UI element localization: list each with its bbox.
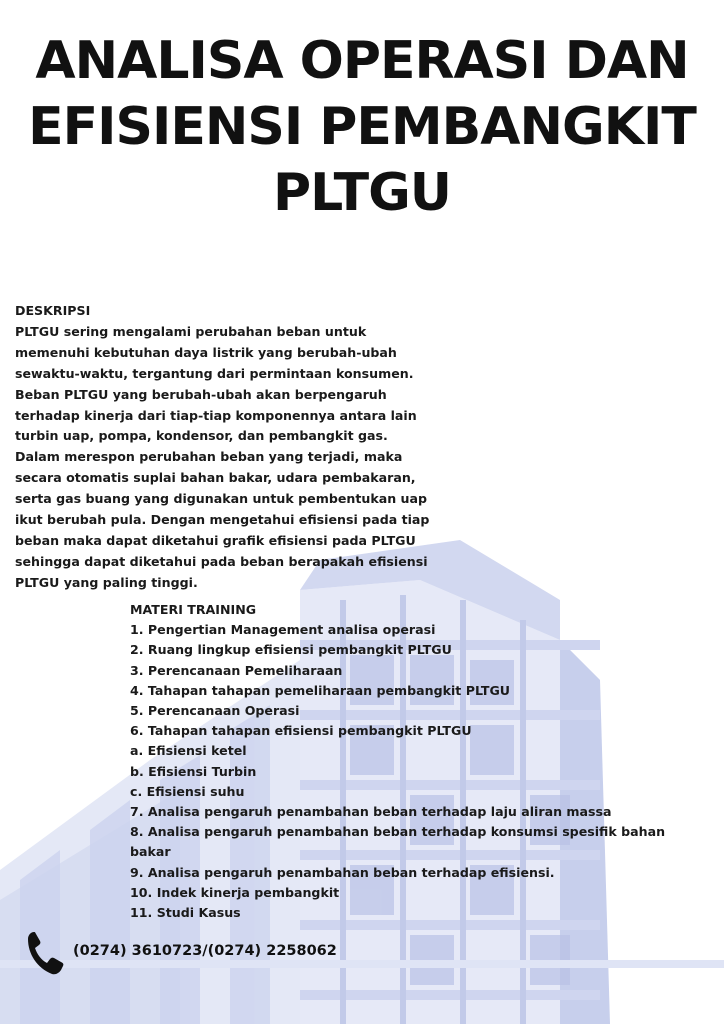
description-line: memenuhi kebutuhan daya listrik yang berubah-ubah (15, 344, 397, 360)
description-line: sewaktu-waktu, tergantung dari permintaan konsumen. (15, 365, 414, 381)
materi-section (130, 600, 720, 923)
materi-heading: MATERI TRAINING (130, 602, 257, 617)
list-item: 3. Perencanaan Pemeliharaan (130, 662, 343, 678)
description-line: terhadap kinerja dari tiap-tiap komponennya antara lain (15, 407, 417, 423)
title-line: EFISIENSI PEMBANGKIT (28, 97, 696, 157)
description-line: turbin uap, pompa, kondensor, dan pembangkit gas. (15, 428, 388, 444)
phone-number[interactable]: (0274) 3610723/(0274) 2258062 (73, 943, 337, 959)
description-line: sehingga dapat diketahui pada beban berapakah efisiensi (15, 553, 428, 569)
list-item: 7. Analisa pengaruh penambahan beban terhadap laju aliran massa (130, 804, 612, 820)
description-line: beban maka dapat diketahui grafik efisiensi pada PLTGU (15, 532, 416, 548)
list-item: 5. Perencanaan Operasi (130, 703, 300, 719)
description-line: Dalam merespon perubahan beban yang terjadi, maka (15, 449, 403, 465)
description-line: ikut berubah pula. Dengan mengetahui efisiensi pada tiap (15, 512, 430, 528)
list-item: 11. Studi Kasus (130, 905, 241, 921)
title-line: ANALISA OPERASI DAN (35, 31, 689, 91)
description-line: Beban PLTGU yang berubah-ubah akan berpengaruh (15, 386, 387, 402)
description-line: secara otomatis suplai bahan bakar, udara pembakaran, (15, 470, 416, 486)
phone-icon (25, 930, 65, 976)
contact-row (25, 930, 425, 976)
list-item: b. Efisiensi Turbin (130, 763, 257, 779)
list-item: 6. Tahapan tahapan efisiensi pembangkit PLTGU (130, 723, 472, 739)
description-line: serta gas buang yang digunakan untuk pembentukan uap (15, 491, 428, 507)
page-title (0, 28, 724, 226)
description-line: PLTGU sering mengalami perubahan beban untuk (15, 323, 367, 339)
description-line: PLTGU yang paling tinggi. (15, 574, 198, 590)
materi-list (130, 620, 720, 923)
list-item: bakar (130, 844, 171, 860)
list-item: 4. Tahapan tahapan pemeliharaan pembangkit PLTGU (130, 682, 511, 698)
list-item: 9. Analisa pengaruh penambahan beban terhadap efisiensi. (130, 864, 555, 880)
list-item: 2. Ruang lingkup efisiensi pembangkit PLTGU (130, 642, 452, 658)
description-section (15, 301, 485, 594)
list-item: 8. Analisa pengaruh penambahan beban terhadap konsumsi spesifik bahan (130, 824, 666, 840)
title-line: PLTGU (272, 163, 451, 223)
list-item: 10. Indek kinerja pembangkit (130, 884, 340, 900)
list-item: a. Efisiensi ketel (130, 743, 247, 759)
list-item: c. Efisiensi suhu (130, 783, 245, 799)
description-heading: DESKRIPSI (15, 303, 91, 318)
list-item: 1. Pengertian Management analisa operasi (130, 622, 436, 638)
